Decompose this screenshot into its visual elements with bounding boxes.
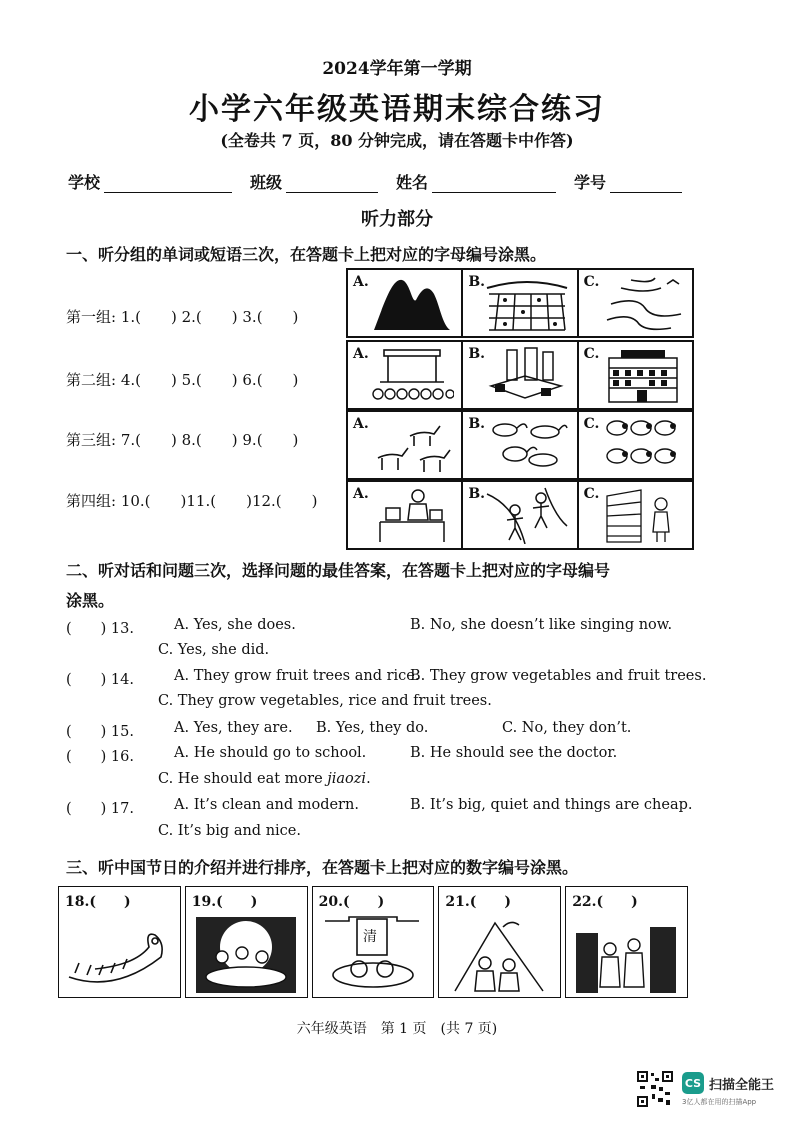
festival-pictures (58, 886, 688, 998)
group4-pictures (346, 480, 694, 550)
q14-option-a: A. They grow fruit trees and rice. (174, 668, 420, 684)
q14-option-b: B. They grow vegetables and fruit trees. (410, 668, 707, 684)
group4-option-b: B. (463, 482, 578, 548)
q16-number[interactable]: ( ) 16. (66, 749, 134, 765)
school-label: 学校 (68, 173, 101, 192)
student-info-line (68, 170, 700, 193)
group3-option-c: C. (579, 412, 692, 478)
group1-option-a: A. (348, 270, 463, 336)
name-blank[interactable] (432, 174, 556, 193)
geese-icon (485, 416, 569, 474)
family-dinner-icon (192, 913, 300, 995)
farm-field-icon (485, 274, 569, 332)
scanner-watermark (682, 1072, 774, 1094)
q13-option-c: C. Yes, she did. (158, 642, 270, 658)
group1-option-b: B. (463, 270, 578, 336)
page-title: 小学六年级英语期末综合练习 (189, 92, 605, 127)
student-id-blank[interactable] (610, 174, 682, 193)
class-label: 班级 (250, 173, 283, 192)
festival-item-21: 21.( ) (438, 886, 561, 998)
q16-option-c: C. He should eat more jiaozi. (158, 771, 371, 787)
group2-label: 第二组: 4.( ) 5.( ) 6.( ) (66, 371, 299, 389)
running-kids-icon (485, 486, 569, 544)
q17-number[interactable]: ( ) 17. (66, 801, 134, 817)
q17-option-a: A. It’s clean and modern. (174, 797, 359, 813)
stage-icon (370, 346, 454, 404)
listening-section-title: 听力部分 (361, 209, 433, 230)
school-blank[interactable] (104, 174, 232, 193)
group3-label: 第三组: 7.( ) 8.( ) 9.( ) (66, 431, 299, 449)
part2-heading-line1: 二、听对话和问题三次，选择问题的最佳答案，在答题卡上把对应的字母编号 (66, 561, 611, 580)
library-icon (601, 486, 685, 544)
group4-label: 第四组: 10.( )11.( )12.( ) (66, 492, 318, 510)
camscanner-logo-icon: CS (682, 1072, 704, 1094)
q15-option-c: C. No, they don’t. (502, 720, 632, 736)
group2-option-a: A. (348, 342, 463, 408)
q13-option-a: A. Yes, she does. (174, 617, 296, 633)
group2-option-c: C. (579, 342, 692, 408)
scanner-app-name: 扫描全能王 (709, 1077, 775, 1093)
building-icon (601, 346, 685, 404)
part3-heading: 三、听中国节日的介绍并进行排序，在答题卡上把对应的数字编号涂黑。 (66, 858, 579, 877)
group3-option-b: B. (463, 412, 578, 478)
q14-number[interactable]: ( ) 14. (66, 672, 134, 688)
q13-option-b: B. No, she doesn’t like singing now. (410, 617, 673, 633)
group2-option-b: B. (463, 342, 578, 408)
q16-option-b: B. He should see the doctor. (410, 745, 618, 761)
class-blank[interactable] (286, 174, 378, 193)
q15-option-b: B. Yes, they do. (316, 720, 429, 736)
river-icon (601, 274, 685, 332)
sheep-icon (601, 416, 685, 474)
q13-number[interactable]: ( ) 13. (66, 621, 134, 637)
mountains-icon (370, 274, 454, 332)
qr-code-icon[interactable] (636, 1070, 674, 1108)
page-footer: 六年级英语 第 1 页 (共 7 页) (296, 1021, 498, 1037)
q15-number[interactable]: ( ) 15. (66, 724, 134, 740)
group1-label: 第一组: 1.( ) 2.( ) 3.( ) (66, 308, 299, 326)
svg-text:清: 清 (362, 929, 377, 945)
group1-option-c: C. (579, 270, 692, 336)
group4-option-a: A. (348, 482, 463, 548)
goats-icon (370, 416, 454, 474)
exam-note: (全卷共 7 页，80 分钟完成，请在答题卡中作答) (220, 131, 574, 150)
group3-pictures (346, 410, 694, 480)
festival-item-18: 18.( ) (58, 886, 181, 998)
q17-option-c: C. It’s big and nice. (158, 823, 301, 839)
festival-item-20: 20.( ) 清 (312, 886, 435, 998)
group4-option-c: C. (579, 482, 692, 548)
dragon-boat-icon (65, 913, 173, 995)
q17-option-b: B. It’s big, quiet and things are cheap. (410, 797, 693, 813)
festival-item-19: 19.( ) (185, 886, 308, 998)
name-label: 姓名 (396, 173, 429, 192)
part2-heading-line2: 涂黑。 (66, 591, 115, 610)
desk-work-icon (370, 486, 454, 544)
office-icon (485, 346, 569, 404)
festival-item-22: 22.( ) (565, 886, 688, 998)
q15-option-a: A. Yes, they are. (174, 720, 293, 736)
scanner-slogan: 3亿人都在用的扫描App (682, 1098, 757, 1106)
new-year-icon (572, 913, 680, 995)
q16-option-a: A. He should go to school. (174, 745, 367, 761)
group3-option-a: A. (348, 412, 463, 478)
student-id-label: 学号 (574, 173, 607, 192)
qingming-icon (319, 913, 427, 995)
climbing-mountain-icon (445, 913, 553, 995)
term-label: 2024学年第一学期 (322, 59, 472, 79)
group2-pictures (346, 340, 694, 410)
group1-pictures (346, 268, 694, 338)
q14-option-c: C. They grow vegetables, rice and fruit trees. (158, 693, 492, 709)
part1-heading: 一、听分组的单词或短语三次，在答题卡上把对应的字母编号涂黑。 (66, 245, 547, 264)
